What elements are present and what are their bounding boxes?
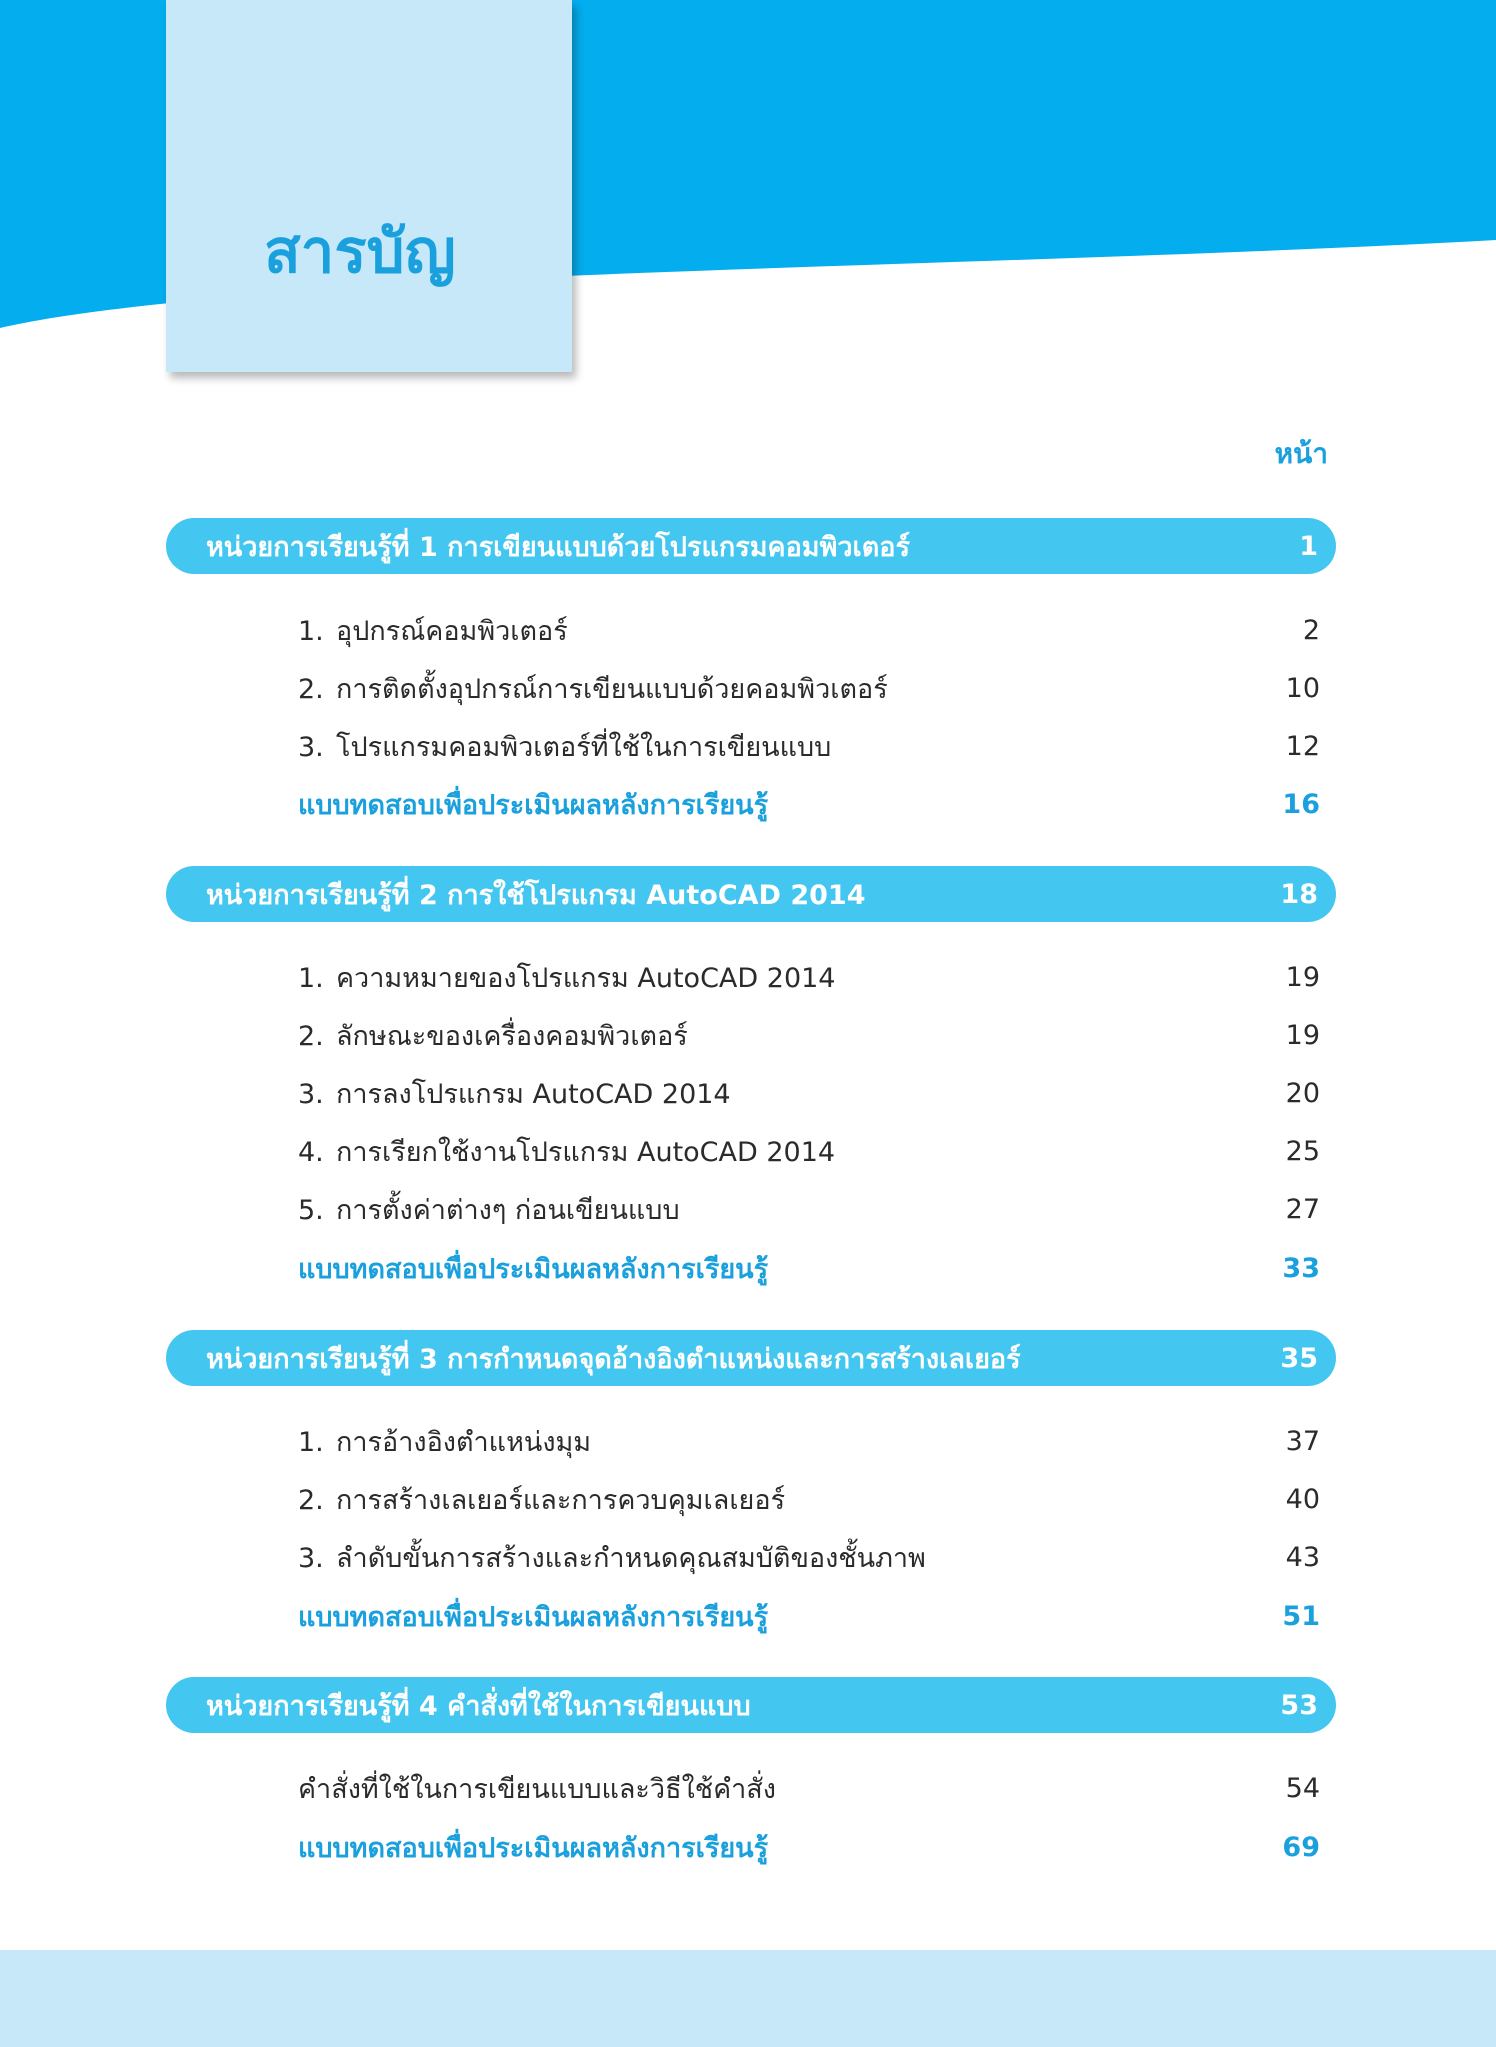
entry-page: 27 bbox=[1285, 1193, 1320, 1225]
entry-title: ลำดับขั้นการสร้างและกำหนดคุณสมบัติของชั้นภาพ bbox=[336, 1542, 926, 1574]
title-box bbox=[166, 0, 572, 372]
quiz-entry[interactable] bbox=[298, 1594, 1320, 1638]
quiz-entry[interactable] bbox=[298, 782, 1320, 826]
entry-number: 1. bbox=[298, 962, 324, 994]
toc-entry[interactable] bbox=[298, 666, 1320, 710]
entry-page: 12 bbox=[1285, 730, 1320, 762]
unit-title: หน่วยการเรียนรู้ที่ 4 คำสั่งที่ใช้ในการเขียนแบบ bbox=[206, 1690, 751, 1722]
unit-title: หน่วยการเรียนรู้ที่ 3 การกำหนดจุดอ้างอิงตำแหน่งและการสร้างเลเยอร์ bbox=[206, 1343, 1021, 1375]
unit-page: 53 bbox=[1280, 1689, 1318, 1721]
page-column-label: หน้า bbox=[1274, 437, 1328, 470]
entry-number: 3. bbox=[298, 731, 324, 763]
entry-number: 2. bbox=[298, 673, 324, 705]
entry-title: การอ้างอิงตำแหน่งมุม bbox=[336, 1426, 592, 1458]
toc-entry[interactable] bbox=[298, 1477, 1320, 1521]
unit-2-bar[interactable] bbox=[166, 866, 1336, 922]
entry-number: 3. bbox=[298, 1078, 324, 1110]
entry-title: อุปกรณ์คอมพิวเตอร์ bbox=[336, 615, 568, 647]
entry-title: โปรแกรมคอมพิวเตอร์ที่ใช้ในการเขียนแบบ bbox=[336, 731, 832, 763]
entry-title: การตั้งค่าต่างๆ ก่อนเขียนแบบ bbox=[336, 1194, 680, 1226]
quiz-page: 16 bbox=[1282, 788, 1320, 820]
entry-number: 2. bbox=[298, 1484, 324, 1516]
entry-number: 2. bbox=[298, 1020, 324, 1052]
toc-entry[interactable] bbox=[298, 1419, 1320, 1463]
entry-page: 54 bbox=[1285, 1772, 1320, 1804]
toc-entry[interactable] bbox=[298, 955, 1320, 999]
toc-entry[interactable] bbox=[298, 1766, 1320, 1810]
unit-page: 1 bbox=[1299, 530, 1318, 562]
toc-entry[interactable] bbox=[298, 1535, 1320, 1579]
entry-title: การลงโปรแกรม AutoCAD 2014 bbox=[336, 1078, 731, 1110]
entry-page: 2 bbox=[1302, 614, 1320, 646]
entry-number: 4. bbox=[298, 1136, 324, 1168]
toc-entry[interactable] bbox=[298, 1187, 1320, 1231]
entry-title: การเรียกใช้งานโปรแกรม AutoCAD 2014 bbox=[336, 1136, 836, 1168]
quiz-entry[interactable] bbox=[298, 1246, 1320, 1290]
entry-page: 10 bbox=[1285, 672, 1320, 704]
entry-page: 43 bbox=[1285, 1541, 1320, 1573]
page-title: สารบัญ bbox=[264, 217, 456, 287]
quiz-title: แบบทดสอบเพื่อประเมินผลหลังการเรียนรู้ bbox=[298, 1832, 769, 1864]
entry-number: 3. bbox=[298, 1542, 324, 1574]
entry-title: การสร้างเลเยอร์และการควบคุมเลเยอร์ bbox=[336, 1484, 786, 1516]
entry-number: 5. bbox=[298, 1194, 324, 1226]
toc-entry[interactable] bbox=[298, 1071, 1320, 1115]
entry-title: คำสั่งที่ใช้ในการเขียนแบบและวิธีใช้คำสั่ง bbox=[298, 1773, 776, 1805]
entry-page: 19 bbox=[1285, 1019, 1320, 1051]
quiz-entry[interactable] bbox=[298, 1825, 1320, 1869]
entry-page: 37 bbox=[1285, 1425, 1320, 1457]
unit-page: 35 bbox=[1280, 1342, 1318, 1374]
toc-entry[interactable] bbox=[298, 724, 1320, 768]
entry-page: 19 bbox=[1285, 961, 1320, 993]
toc-entry[interactable] bbox=[298, 608, 1320, 652]
entry-title: ความหมายของโปรแกรม AutoCAD 2014 bbox=[336, 962, 836, 994]
unit-page: 18 bbox=[1280, 878, 1318, 910]
quiz-title: แบบทดสอบเพื่อประเมินผลหลังการเรียนรู้ bbox=[298, 789, 769, 821]
unit-1-bar[interactable] bbox=[166, 518, 1336, 574]
footer-band bbox=[0, 1950, 1496, 2047]
quiz-page: 51 bbox=[1282, 1600, 1320, 1632]
unit-title: หน่วยการเรียนรู้ที่ 1 การเขียนแบบด้วยโปรแกรมคอมพิวเตอร์ bbox=[206, 531, 911, 563]
entry-title: ลักษณะของเครื่องคอมพิวเตอร์ bbox=[336, 1020, 688, 1052]
entry-number: 1. bbox=[298, 615, 324, 647]
toc-entry[interactable] bbox=[298, 1013, 1320, 1057]
unit-title: หน่วยการเรียนรู้ที่ 2 การใช้โปรแกรม AutoCAD 2014 bbox=[206, 879, 866, 911]
quiz-title: แบบทดสอบเพื่อประเมินผลหลังการเรียนรู้ bbox=[298, 1601, 769, 1633]
quiz-page: 69 bbox=[1282, 1831, 1320, 1863]
quiz-title: แบบทดสอบเพื่อประเมินผลหลังการเรียนรู้ bbox=[298, 1253, 769, 1285]
entry-title: การติดตั้งอุปกรณ์การเขียนแบบด้วยคอมพิวเตอร์ bbox=[336, 673, 888, 705]
unit-4-bar[interactable] bbox=[166, 1677, 1336, 1733]
entry-page: 20 bbox=[1285, 1077, 1320, 1109]
unit-3-bar[interactable] bbox=[166, 1330, 1336, 1386]
quiz-page: 33 bbox=[1282, 1252, 1320, 1284]
toc-entry[interactable] bbox=[298, 1129, 1320, 1173]
entry-number: 1. bbox=[298, 1426, 324, 1458]
entry-page: 25 bbox=[1285, 1135, 1320, 1167]
entry-page: 40 bbox=[1285, 1483, 1320, 1515]
